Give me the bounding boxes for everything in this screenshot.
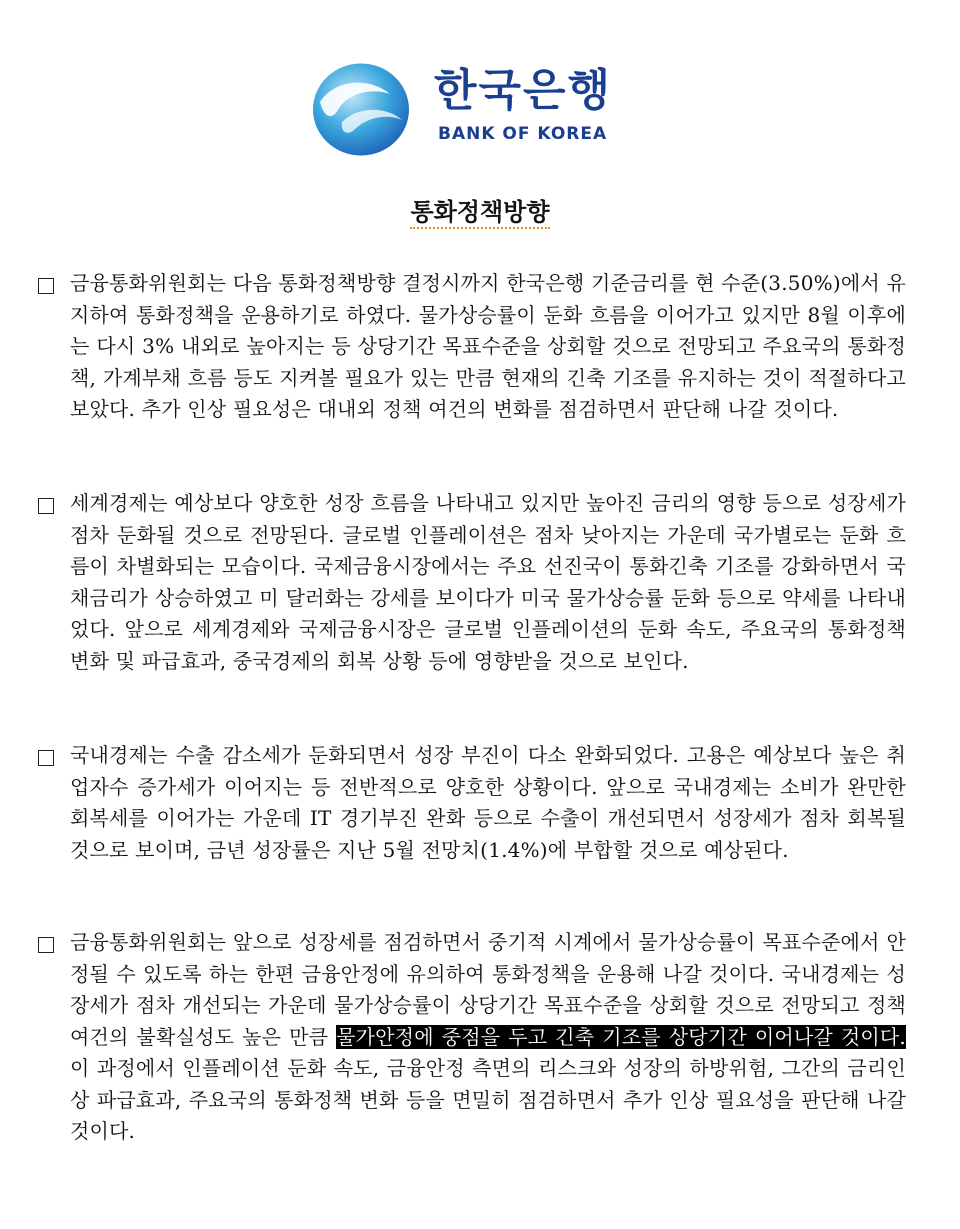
checkbox-bullet-icon <box>38 750 54 766</box>
bank-of-korea-emblem-icon <box>312 62 410 157</box>
document-title-text: 통화정책방향 <box>410 197 549 229</box>
paragraph-text: 국내경제는 수출 감소세가 둔화되면서 성장 부진이 다소 완화되었다. 고용은 예상보다 높은 취업자수 증가세가 이어지는 등 전반적으로 양호한 상황이다. 앞으로 국내경제는 소비가 완만한 회복세를 이어가는 가운데 IT 경기부진 완화 등으로 수출이 개선되면서 성장세가 점차 회복될 것으로 보이며, 금년 성장률은 지난 5월 전망치(1.4%)에 부합할 것으로 예상된다. <box>70 743 906 862</box>
document-title <box>0 194 960 230</box>
highlighted-sentence: 물가안정에 중점을 두고 긴축 기조를 상당기간 이어나갈 것이다. <box>336 1024 906 1049</box>
bank-name-english: BANK OF KOREA <box>438 124 608 144</box>
bank-logo <box>312 62 642 157</box>
paragraph-text-before: 금융통화위원회는 앞으로 성장세를 점검하면서 중기적 시계에서 물가상승률이 목표수준에서 안정될 수 있도록 하는 한편 금융안정에 유의하여 통화정책을 운용해 나갈 것이다. 국내경제는 성장세가 점차 개선되는 가운데 물가상승률이 상당기간 목표수준을 상회할 것으로 전망되고 정책 여건의 불확실성도 높은 만큼 <box>70 930 906 1049</box>
paragraph-1 <box>38 268 906 426</box>
paragraph-text-after: 이 과정에서 인플레이션 둔화 속도, 금융안정 측면의 리스크와 성장의 하방위험, 그간의 금리인상 파급효과, 주요국의 통화정책 변화 등을 면밀히 점검하면서 추가 인상 필요성을 판단해 나갈 것이다. <box>70 1056 906 1143</box>
paragraph-text: 세계경제는 예상보다 양호한 성장 흐름을 나타내고 있지만 높아진 금리의 영향 등으로 성장세가 점차 둔화될 것으로 전망된다. 글로벌 인플레이션은 점차 낮아지는 가운데 국가별로는 둔화 흐름이 차별화되는 모습이다. 국제금융시장에서는 주요 선진국이 통화긴축 기조를 강화하면서 국채금리가 상승하였고 미 달러화는 강세를 보이다가 미국 물가상승률 둔화 등으로 약세를 나타내었다. 앞으로 세계경제와 국제금융시장은 글로벌 인플레이션의 둔화 속도, 주요국의 통화정책 변화 및 파급효과, 중국경제의 회복 상황 등에 영향받을 것으로 보인다. <box>70 491 906 673</box>
bank-name-korean: 한국은행 <box>434 65 613 116</box>
paragraph-2 <box>38 488 906 677</box>
paragraph-text: 금융통화위원회는 다음 통화정책방향 결정시까지 한국은행 기준금리를 현 수준(3.50%)에서 유지하여 통화정책을 운용하기로 하였다. 물가상승률이 둔화 흐름을 이어가고 있지만 8월 이후에는 다시 3% 내외로 높아지는 등 상당기간 목표수준을 상회할 것으로 전망되고 주요국의 통화정책, 가계부채 흐름 등도 지켜볼 필요가 있는 만큼 현재의 긴축 기조를 유지하는 것이 적절하다고 보았다. 추가 인상 필요성은 대내외 정책 여건의 변화를 점검하면서 판단해 나갈 것이다. <box>70 271 906 421</box>
checkbox-bullet-icon <box>38 937 54 953</box>
checkbox-bullet-icon <box>38 498 54 514</box>
paragraph-4 <box>38 927 906 1148</box>
paragraph-3 <box>38 740 906 866</box>
checkbox-bullet-icon <box>38 278 54 294</box>
paragraph-text <box>70 927 906 1148</box>
